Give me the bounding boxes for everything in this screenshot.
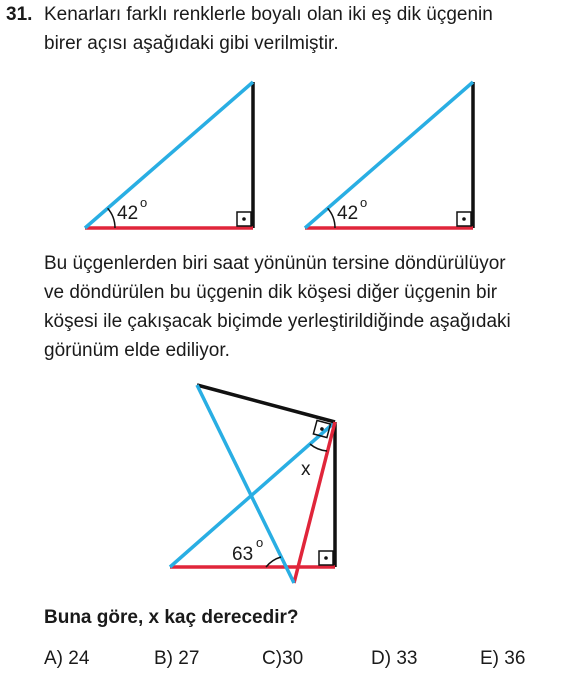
right-angle-dot (242, 217, 246, 221)
angle-arc (310, 444, 327, 451)
combined-figure (170, 385, 335, 583)
choice-letter: D) (371, 648, 392, 669)
body-line-3: köşesi ile çakışacak biçimde yerleştirildiğinde aşağıdaki (44, 311, 511, 332)
right-angle-dot (324, 556, 328, 560)
choice-c[interactable] (262, 648, 303, 670)
triangle-left-blue-hypotenuse (85, 82, 253, 228)
triangle-left (85, 82, 253, 228)
triangle-right-blue-hypotenuse (305, 82, 473, 228)
body-line-1: Bu üçgenlerden biri saat yönünün tersine döndürülüyor (44, 253, 506, 274)
question-number: 31. (6, 4, 33, 25)
body-line-2: ve döndürülen bu üçgenin dik köşesi diğer üçgenin bir (44, 282, 498, 303)
degree-symbol: o (140, 195, 148, 210)
choice-letter: A) (44, 648, 63, 669)
rotated-triangle-red-leg (294, 422, 335, 583)
unknown-angle-label: x (301, 459, 311, 480)
degree-symbol: o (360, 195, 368, 210)
choice-letter: E) (480, 648, 499, 669)
choice-letter: B) (154, 648, 173, 669)
triangle-right (305, 82, 473, 228)
choice-value: 33 (396, 648, 418, 669)
choice-b[interactable] (154, 648, 199, 670)
choice-letter: C) (262, 648, 283, 669)
angle-arc (108, 208, 115, 228)
choice-value: 27 (178, 648, 200, 669)
choice-value: 24 (68, 648, 90, 669)
choice-a[interactable] (44, 648, 89, 670)
intro-line-2: birer açısı aşağıdaki gibi verilmiştir. (44, 33, 339, 54)
figure-angle-label: 63 (232, 544, 254, 565)
right-angle-dot (462, 217, 466, 221)
choice-e[interactable] (480, 648, 525, 670)
choice-value: 36 (504, 648, 526, 669)
rotated-triangle-black-leg (197, 385, 335, 422)
question-prompt: Buna göre, x kaç derecedir? (44, 607, 299, 628)
choice-d[interactable] (371, 648, 417, 670)
intro-line-1: Kenarları farklı renklerle boyalı olan iki eş dik üçgenin (44, 4, 493, 25)
choice-value: 30 (282, 648, 304, 669)
angle-arc (328, 208, 335, 228)
triangle-left-angle-label: 42 (117, 203, 139, 224)
body-line-4: görünüm elde ediliyor. (44, 340, 230, 361)
triangle-right-angle-label: 42 (337, 203, 359, 224)
degree-symbol: o (256, 535, 264, 550)
